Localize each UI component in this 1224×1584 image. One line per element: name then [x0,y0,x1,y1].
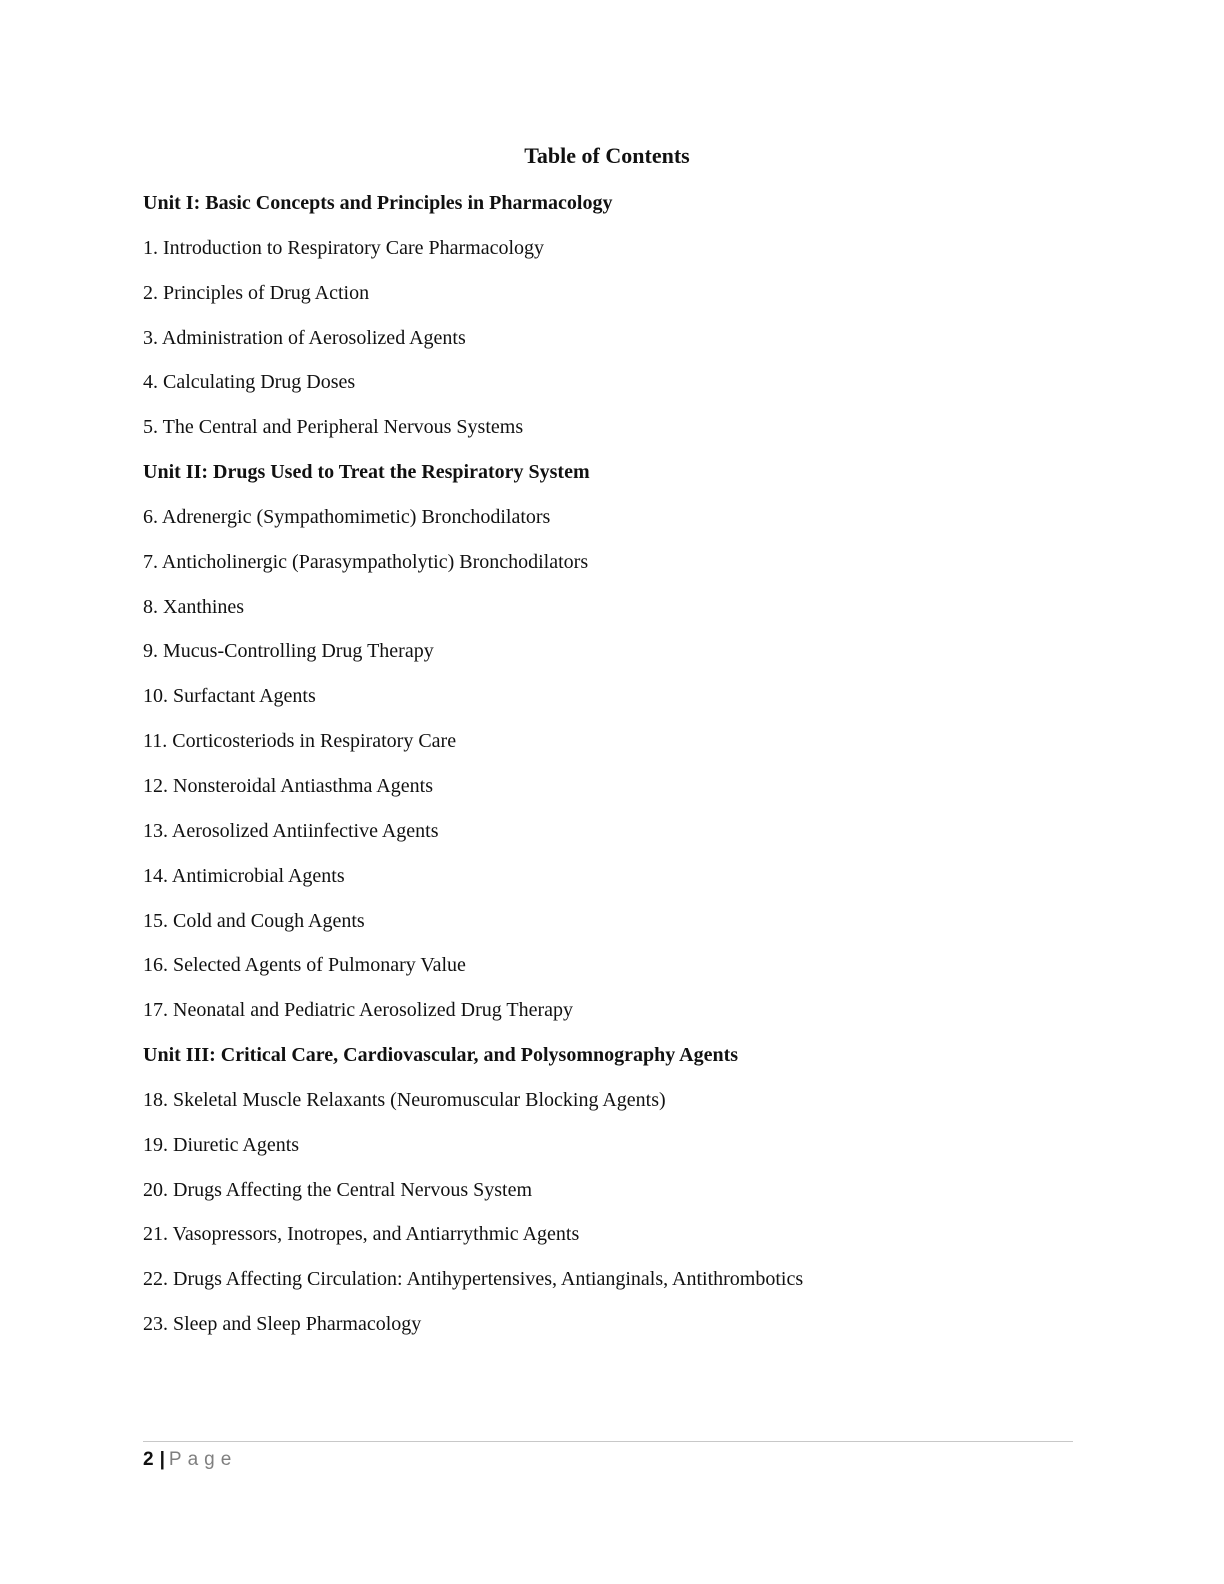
footer-separator: | [159,1449,165,1470]
table-of-contents [143,188,1103,1354]
footer-divider [143,1441,1073,1442]
unit-heading: Unit II: Drugs Used to Treat the Respiratory System [143,461,590,484]
chapter-entry: 10. Surfactant Agents [143,685,316,708]
chapter-entry: 21. Vasopressors, Inotropes, and Antiarrythmic Agents [143,1223,580,1246]
page-word: Page [168,1449,238,1470]
chapter-entry: 17. Neonatal and Pediatric Aerosolized Drug Therapy [143,999,574,1022]
chapter-entry: 1. Introduction to Respiratory Care Pharmacology [143,236,545,259]
chapter-entry: 12. Nonsteroidal Antiasthma Agents [143,774,433,797]
chapter-entry: 8. Xanthines [143,595,245,618]
chapter-entry: 6. Adrenergic (Sympathomimetic) Bronchodilators [143,505,551,528]
chapter-entry: 9. Mucus-Controlling Drug Therapy [143,640,434,663]
chapter-entry: 23. Sleep and Sleep Pharmacology [143,1313,422,1336]
page-title: Table of Contents [524,143,690,168]
page-footer [143,1446,237,1474]
chapter-entry: 5. The Central and Peripheral Nervous Systems [143,416,524,439]
chapter-entry: 20. Drugs Affecting the Central Nervous System [143,1178,533,1201]
chapter-entry: 15. Cold and Cough Agents [143,909,365,932]
chapter-entry: 11. Corticosteriods in Respiratory Care [143,730,457,753]
chapter-entry: 13. Aerosolized Antiinfective Agents [143,819,439,842]
chapter-entry: 14. Antimicrobial Agents [143,864,345,887]
chapter-entry: 22. Drugs Affecting Circulation: Antihypertensives, Antianginals, Antithrombotics [143,1268,804,1291]
chapter-entry: 16. Selected Agents of Pulmonary Value [143,954,466,977]
page-number: 2 [143,1449,154,1470]
chapter-entry: 4. Calculating Drug Doses [143,371,356,394]
chapter-entry: 7. Anticholinergic (Parasympatholytic) Bronchodilators [143,550,589,573]
chapter-entry: 19. Diuretic Agents [143,1133,300,1156]
chapter-entry: 2. Principles of Drug Action [143,281,370,304]
unit-heading: Unit I: Basic Concepts and Principles in Pharmacology [143,192,613,214]
chapter-entry: 3. Administration of Aerosolized Agents [143,326,466,349]
chapter-entry: 18. Skeletal Muscle Relaxants (Neuromuscular Blocking Agents) [143,1088,666,1111]
unit-heading: Unit III: Critical Care, Cardiovascular, and Polysomnography Agents [143,1044,739,1067]
